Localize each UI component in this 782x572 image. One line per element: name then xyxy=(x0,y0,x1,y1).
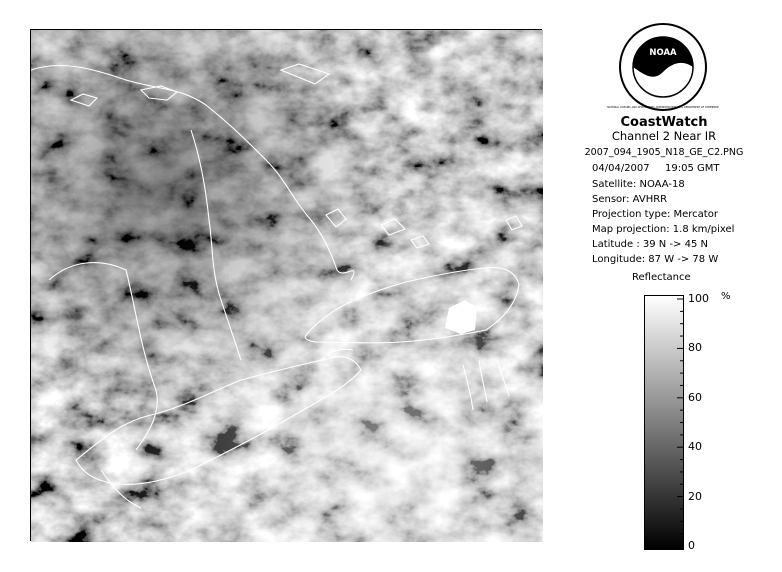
file-name: 2007_094_1905_N18_GE_C2.PNG xyxy=(584,147,744,158)
satellite-image-map[interactable] xyxy=(30,29,542,541)
info-panel xyxy=(556,0,772,572)
acquisition-date: 04/04/2007 xyxy=(592,163,650,174)
sensor-label: Sensor: AVHRR xyxy=(592,194,668,205)
colorbar-tick-label: 40 xyxy=(688,440,702,454)
colorbar-title: Reflectance xyxy=(632,272,691,283)
colorbar-tick-label: 0 xyxy=(688,539,695,552)
longitude-label: Longitude: 87 W -> 78 W xyxy=(592,254,719,265)
colorbar-tick-label: 60 xyxy=(688,390,702,404)
brand-title: CoastWatch xyxy=(620,115,708,130)
map-projection-label: Map projection: 1.8 km/pixel xyxy=(592,224,735,235)
satellite-imagery xyxy=(31,30,543,542)
logo-ring-text: NATIONAL OCEANIC AND ATMOSPHERIC ADMINISTRATION · U.S. DEPARTMENT OF COMMERCE xyxy=(607,106,719,109)
colorbar-unit: % xyxy=(721,291,731,302)
acquisition-time: 19:05 GMT xyxy=(665,163,720,174)
satellite-label: Satellite: NOAA-18 xyxy=(592,179,685,190)
colorbar-tick-label: 20 xyxy=(688,489,702,503)
projection-type-label: Projection type: Mercator xyxy=(592,209,718,220)
logo-text: NOAA xyxy=(649,48,677,58)
bright-region-se xyxy=(31,30,543,542)
colorbar-ticks xyxy=(556,0,772,572)
latitude-label: Latitude : 39 N -> 45 N xyxy=(592,239,708,250)
colorbar-tick-label: 80 xyxy=(688,341,702,355)
channel-label: Channel 2 Near IR xyxy=(611,129,717,143)
colorbar-tick-label: 100 xyxy=(688,292,709,305)
